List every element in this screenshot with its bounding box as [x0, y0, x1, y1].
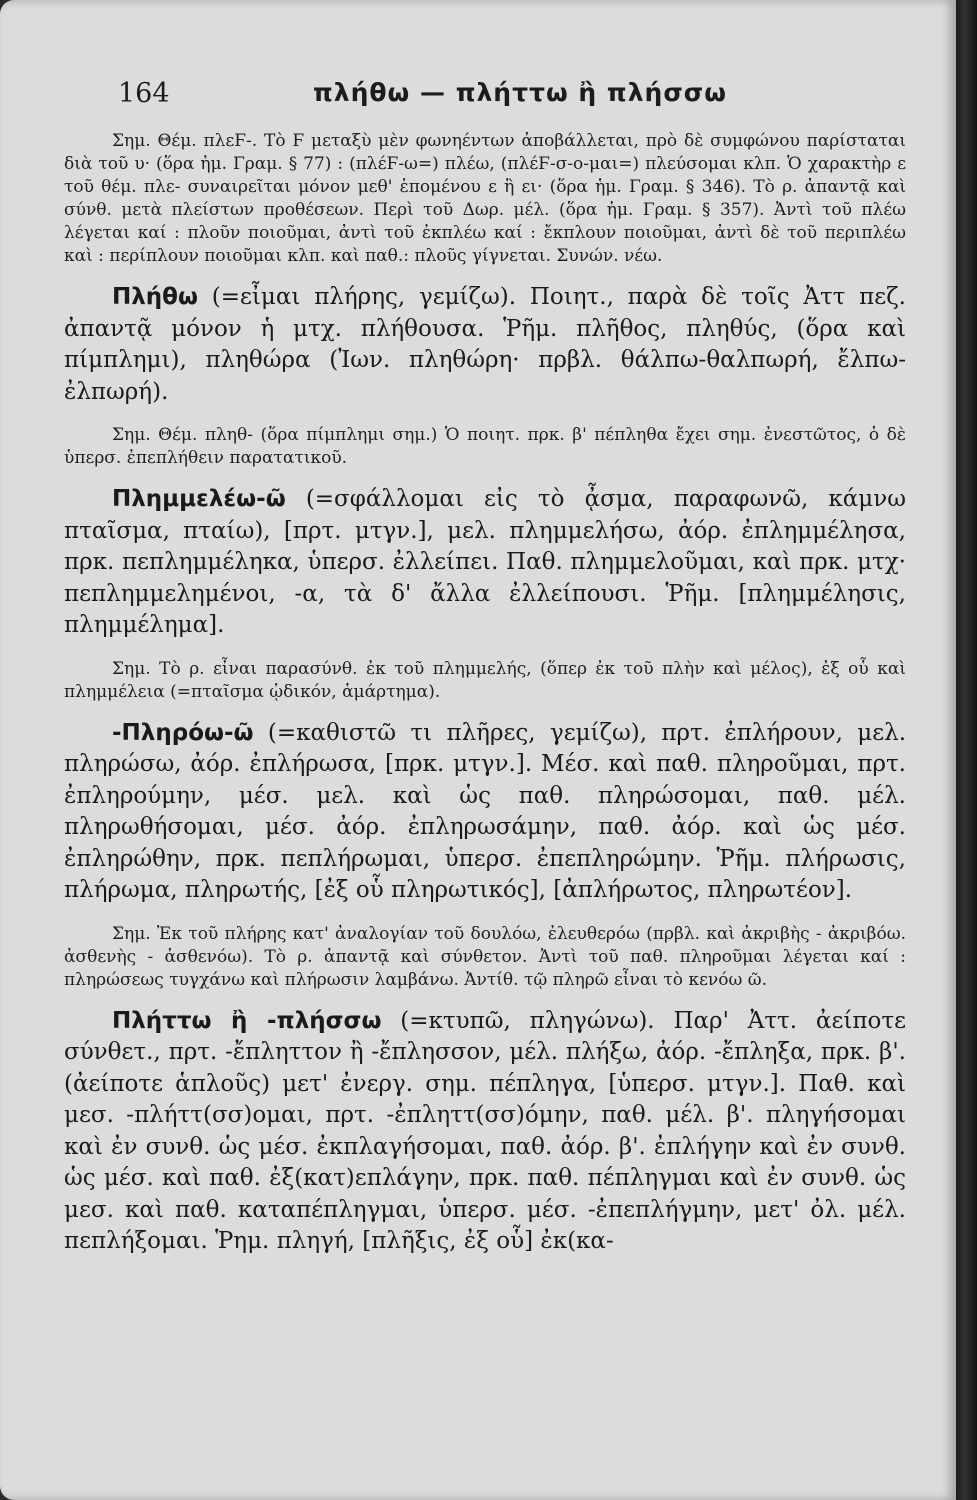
note-paragraph: [64, 130, 906, 268]
note-paragraph: [64, 658, 906, 704]
note-paragraph: [64, 424, 906, 470]
note-paragraph: [64, 923, 906, 992]
entry-lemma: Πλημμελέω-ῶ: [112, 486, 286, 512]
entry-lemma: Πλήττω ἢ -πλήσσω: [112, 1007, 382, 1034]
entry-body: (=εἶμαι πλήρης, γεμίζω). Ποιητ., παρὰ δὲ τοῖς Ἀττ πεζ. ἀπαντᾷ μόνον ἡ μτχ. πλήθουσα. Ῥῆμ. πλῆθος, πληθύς, (ὅρα καὶ πίμπλημι), πληθώρα (Ἰων. πληθώρη· πρβλ. θάλπω-θαλπωρή, ἔλπω-ἐλπωρή).: [64, 284, 906, 405]
dictionary-entry: [64, 484, 906, 642]
dictionary-entry: [64, 718, 906, 907]
book-edge: [956, 0, 977, 1500]
note-text: Σημ. Τὸ ρ. εἶναι παρασύνθ. ἐκ τοῦ πλημμελής, (ὅπερ ἐκ τοῦ πλὴν καὶ μέλος), ἐξ οὗ καὶ πλημμέλεια (=πταῖσμα ᾠδικόν, ἁμάρτημα).: [64, 658, 906, 702]
entry-body: (=σφάλλομαι εἰς τὸ ᾆσμα, παραφωνῶ, κάμνω πταῖσμα, πταίω), [πρτ. μτγν.], μελ. πλημμελήσω, ἀόρ. ἐπλημμέλησα, πρκ. πεπλημμέληκα, ὑπερσ. ἐλλείπει. Παθ. πλημμελοῦμαι, καὶ πρκ. μτχ· πεπλημμελημένοι, -α, τὰ δ' ἄλλα ἐλλείπουσι. Ῥῆμ. [πλημμέλησις, πλημμέλημα].: [64, 486, 906, 638]
page-number: 164: [118, 78, 170, 109]
entry-body: (=καθιστῶ τι πλῆρες, γεμίζω), πρτ. ἐπλήρουν, μελ. πληρώσω, ἀόρ. ἐπλήρωσα, [πρκ. μτγν.]. Μέσ. καὶ παθ. πληροῦμαι, πρτ. ἐπληρούμην, μέσ. μελ. καὶ ὡς παθ. πληρώσομαι, παθ. μέλ. πληρωθήσομαι, μέσ. ἀόρ. ἐπληρωσάμην, παθ. ἀόρ. καὶ ὡς μέσ. ἐπληρώθην, πρκ. πεπλήρωμαι, ὑπερσ. ἐπεπληρώμην. Ῥῆμ. πλήρωσις, πλήρωμα, πληρωτής, [ἐξ οὗ πληρωτικός], [ἀπλήρωτος, πληρωτέον].: [64, 719, 906, 903]
dictionary-entry: [64, 1006, 906, 1258]
entry-lemma: Πλήθω: [112, 284, 198, 310]
entry-text: [64, 718, 906, 907]
entry-text: [64, 484, 906, 642]
page-body: [64, 130, 906, 1274]
note-text: Σημ. Ἐκ τοῦ πλήρης κατ' ἀναλογίαν τοῦ δουλόω, ἐλευθερόω (πρβλ. καὶ ἀκριβὴς - ἀκριβόω. ἀσθενὴς - ἀσθενόω). Τὸ ρ. ἀπαντᾷ καὶ σύνθετον. Ἀντὶ τοῦ παθ. πληροῦμαι λέγεται καί : πληρώσεως τυγχάνω καὶ πλήρωσιν λαμβάνω. Ἀντίθ. τῷ πληρῶ εἶναι τὸ κενόω ῶ.: [64, 923, 906, 990]
entry-text: [64, 282, 906, 408]
entry-lemma: -Πληρόω-ῶ: [112, 719, 254, 746]
dictionary-entry: [64, 282, 906, 408]
entry-body: (=κτυπῶ, πληγώνω). Παρ' Ἀττ. ἀείποτε σύνθετ., πρτ. -ἔπληττον ἢ -ἔπλησσον, μέλ. πλήξω, ἀόρ. -ἔπληξα, πρκ. β'. (ἀείποτε ἁπλοῦς) μετ' ἐνεργ. σημ. πέπληγα, [ὑπερσ. μτγν.]. Παθ. καὶ μεσ. -πλήττ(σσ)ομαι, πρτ. -ἐπληττ(σσ)όμην, παθ. μέλ. β'. πληγήσομαι καὶ ἐν συνθ. ὡς μέσ. ἐκπλαγήσομαι, παθ. ἀόρ. β'. ἐπλήγην καὶ ἐν συνθ. ὡς μέσ. καὶ παθ. ἐξ(κατ)επλάγην, πρκ. παθ. πέπληγμαι καὶ ἐν συνθ. ὡς μεσ. καὶ παθ. καταπέπληγμαι, ὑπερσ. μέσ. -ἐπεπλήγμην, μετ' ὀλ. μέλ. πεπλήξομαι. Ῥημ. πληγή, [πλῆξις, ἐξ οὗ] ἐκ(κα-: [64, 1007, 906, 1254]
page-header: [0, 78, 956, 118]
running-head: πλήθω — πλήττω ἢ πλήσσω: [312, 78, 727, 107]
entry-text: [64, 1006, 906, 1258]
note-text: Σημ. Θέμ. πλεϜ-. Τὸ Ϝ μεταξὺ μὲν φωνηέντων ἀποβάλλεται, πρὸ δὲ συμφώνου παρίσταται διὰ τοῦ υ· (ὅρα ἡμ. Γραμ. § 77) : (πλέϜ-ω=) πλέω, (πλέϜ-σ-ο-μαι=) πλεύσομαι κλπ. Ὁ χαρακτὴρ ε τοῦ θέμ. πλε- συναιρεῖται μόνον μεθ' ἑπομένου ε ἢ ει· (ὅρα ἡμ. Γραμ. § 346). Τὸ ρ. ἀπαντᾷ καὶ σύνθ. μετὰ πλείστων προθέσεων. Περὶ τοῦ Δωρ. μέλ. (ὅρα ἡμ. Γραμ. § 357). Ἀντὶ τοῦ πλέω λέγεται καί : πλοῦν ποιοῦμαι, ἀντὶ τοῦ ἐκπλέω καί : ἔκπλουν ποιοῦμαι, ἀντὶ δὲ τοῦ περιπλέω καὶ : περίπλουν ποιοῦμαι κλπ. καὶ παθ.: πλοῦς γίγνεται. Συνών. νέω.: [64, 131, 906, 266]
note-text: Σημ. Θέμ. πληθ- (ὅρα πίμπλημι σημ.) Ὁ ποιητ. πρκ. β' πέπληθα ἔχει σημ. ἐνεστῶτος, ὁ δὲ ὑπερσ. ἐπεπλήθειν παρατατικοῦ.: [64, 425, 906, 468]
